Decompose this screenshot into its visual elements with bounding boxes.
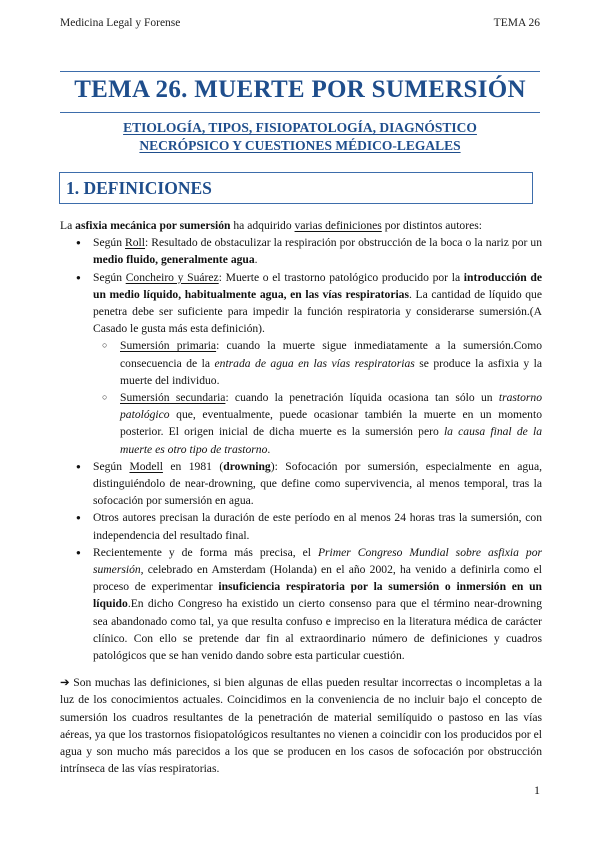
list-item-congreso: ● Recientemente y de forma más precisa, el Primer Congreso Mundial sobre asfixia por sumersión, celebrado en Amsterdam (Holanda) en el año 2002, ha venido a definirla como el proceso de experimentar insuficiencia respiratoria por la sumersión o inmersión en un líquido.En dicho Congreso ha existido un cierto consenso para que el término near-drowning sea abandonado como tal, ya que resulta confuso e impreciso en la literatura médica de carácter clínico. Con ello se pretende dar fin al extraordinario número de definiciones y cuadros patológicos que se han venido dando sobre esta particular cuestión.	[60, 544, 542, 664]
subtitle	[60, 119, 540, 155]
list-item-otros-autores: ● Otros autores precisan la duración de este período en al menos 24 horas tras la sumersión, con independencia del resultado final.	[60, 509, 542, 543]
title-rule-bottom	[60, 112, 540, 113]
page-title: TEMA 26. MUERTE POR SUMERSIÓN	[74, 76, 526, 103]
running-header-right: TEMA 26	[493, 17, 540, 29]
list-item-concheiro: ● Según Concheiro y Suárez: Muerte o el trastorno patológico producido por la introducción de un medio líquido, habitualmente agua, en las vías respiratorias. La cantidad de líquido que penetra debe ser suficiente para impedir la función respiratoria y considerarse sumersión.(A Casado le gusta más esta definición). ○ Sumersión primaria: cuando la muerte sigue inmediatamente a la sumersión.Como consecuencia de la entrada de agua en las vías respiratorias se produce la asfixia y la muerte del individuo. ○ Sumersión secundaria: cuando la penetración líquida ocasiona tan sólo un trastorno patológico que, eventualmente, puede ocasionar también la muerte en un momento posterior. El origen inicial de dicha muerte es la sumersión pero la causa final de la muerte es otro tipo de trastorno.	[60, 269, 542, 458]
list-item-modell: ● Según Modell en 1981 (drowning): Sofocación por sumersión, especialmente en agua, distinguiéndolo de near-drowning, que define como supervivencia, al menos temporal, tras la sofocación por sumersión en agua.	[60, 458, 542, 510]
sumersion-types-list	[93, 337, 542, 457]
title-rule-top	[60, 71, 540, 72]
list-item-roll: ● Según Roll: Resultado de obstaculizar la respiración por obstrucción de la boca o la nariz por un medio fluido, generalmente agua.	[60, 234, 542, 268]
running-header-left: Medicina Legal y Forense	[60, 17, 181, 29]
section-heading-box	[59, 172, 533, 204]
subtitle-line-1: ETIOLOGÍA, TIPOS, FISIOPATOLOGÍA, DIAGNÓSTICO	[123, 120, 477, 135]
body-text	[60, 217, 542, 778]
section-heading: 1. DEFINICIONES	[66, 178, 212, 198]
closing-paragraph: ➔ Son muchas las definiciones, si bien algunas de ellas pueden resultar incorrectas o incompletas a la luz de los conocimientos actuales. Coincidimos en la conveniencia de no incluir bajo el concepto de sumersión los cuadros resultantes de la penetración de material semilíquido o pastoso en las vías aéreas, ya que los trastornos fisiopatológicos resultantes no vienen a coincidir con los producidos por el agua y son mucho más parecidos a los que se producen en los casos de sofocación por obstrucción intrínseca de las vías respiratorias.	[60, 676, 542, 776]
definitions-list	[60, 234, 542, 664]
page-number: 1	[534, 783, 540, 797]
list-item-sumersion-primaria: ○ Sumersión primaria: cuando la muerte sigue inmediatamente a la sumersión.Como consecuencia de la entrada de agua en las vías respiratorias se produce la asfixia y la muerte del individuo.	[93, 337, 542, 389]
subtitle-line-2: NECRÓPSICO Y CUESTIONES MÉDICO-LEGALES	[139, 138, 461, 153]
intro-paragraph: La asfixia mecánica por sumersión ha adquirido varias definiciones por distintos autores:	[60, 219, 482, 232]
list-item-sumersion-secundaria: ○ Sumersión secundaria: cuando la penetración líquida ocasiona tan sólo un trastorno patológico que, eventualmente, puede ocasionar también la muerte en un momento posterior. El origen inicial de dicha muerte es la sumersión pero la causa final de la muerte es otro tipo de trastorno.	[93, 389, 542, 458]
